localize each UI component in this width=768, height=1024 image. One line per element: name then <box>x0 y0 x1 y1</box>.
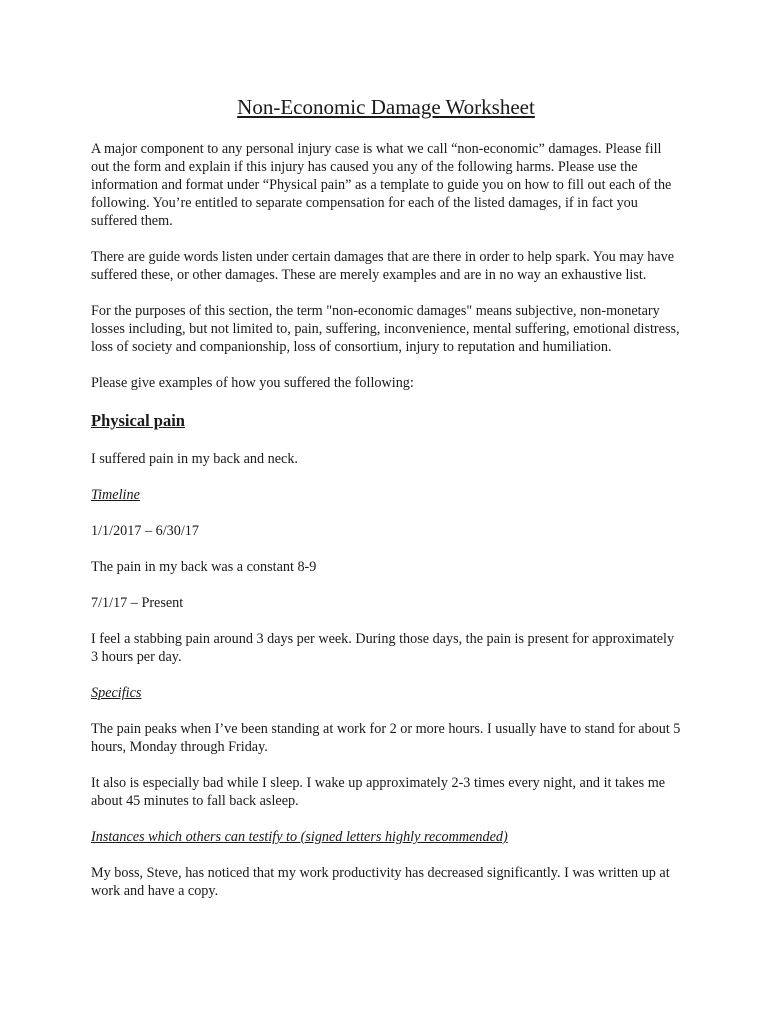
specifics-heading: Specifics <box>91 685 142 701</box>
testify-paragraph: My boss, Steve, has noticed that my work productivity has decreased significantly. I was written up at work and have a copy. <box>91 865 670 899</box>
intro-paragraph: A major component to any personal injury case is what we call “non-economic” damages. Please fill out the form and explain if this injury has caused you any of the following harms. Please use the information and format under “Physical pain” as a template to guide you on how to fill out each of the following. You’re entitled to separate compensation for each of the listed damages, if in fact you suffered them. <box>91 141 672 229</box>
timeline-period: 1/1/2017 – 6/30/17 <box>91 523 199 539</box>
timeline-description: I feel a stabbing pain around 3 days per week. During those days, the pain is present for approximately 3 hours per day. <box>91 631 675 665</box>
timeline-period: 7/1/17 – Present <box>91 595 184 611</box>
timeline-description: The pain in my back was a constant 8-9 <box>91 559 317 575</box>
testify-heading: Instances which others can testify to (signed letters highly recommended) <box>91 829 508 845</box>
specifics-paragraph: The pain peaks when I’ve been standing at work for 2 or more hours. I usually have to stand for about 5 hours, Monday through Friday. <box>91 721 681 755</box>
section-summary: I suffered pain in my back and neck. <box>91 451 298 467</box>
timeline-heading: Timeline <box>91 487 140 503</box>
document-page <box>91 92 681 918</box>
specifics-paragraph: It also is especially bad while I sleep. I wake up approximately 2-3 times every night, and it takes me about 45 minutes to fall back asleep. <box>91 775 666 809</box>
intro-paragraph: For the purposes of this section, the term "non-economic damages" means subjective, non-monetary losses including, but not limited to, pain, suffering, inconvenience, mental suffering, emotional distress, loss of society and companionship, loss of consortium, injury to reputation and humiliation. <box>91 303 680 355</box>
section-heading-physical-pain: Physical pain <box>91 411 185 430</box>
intro-paragraph: Please give examples of how you suffered the following: <box>91 375 414 391</box>
intro-paragraph: There are guide words listen under certain damages that are there in order to help spark. You may have suffered these, or other damages. These are merely examples and are in no way an exhaustive list. <box>91 249 675 283</box>
page-title: Non-Economic Damage Worksheet <box>237 95 535 119</box>
